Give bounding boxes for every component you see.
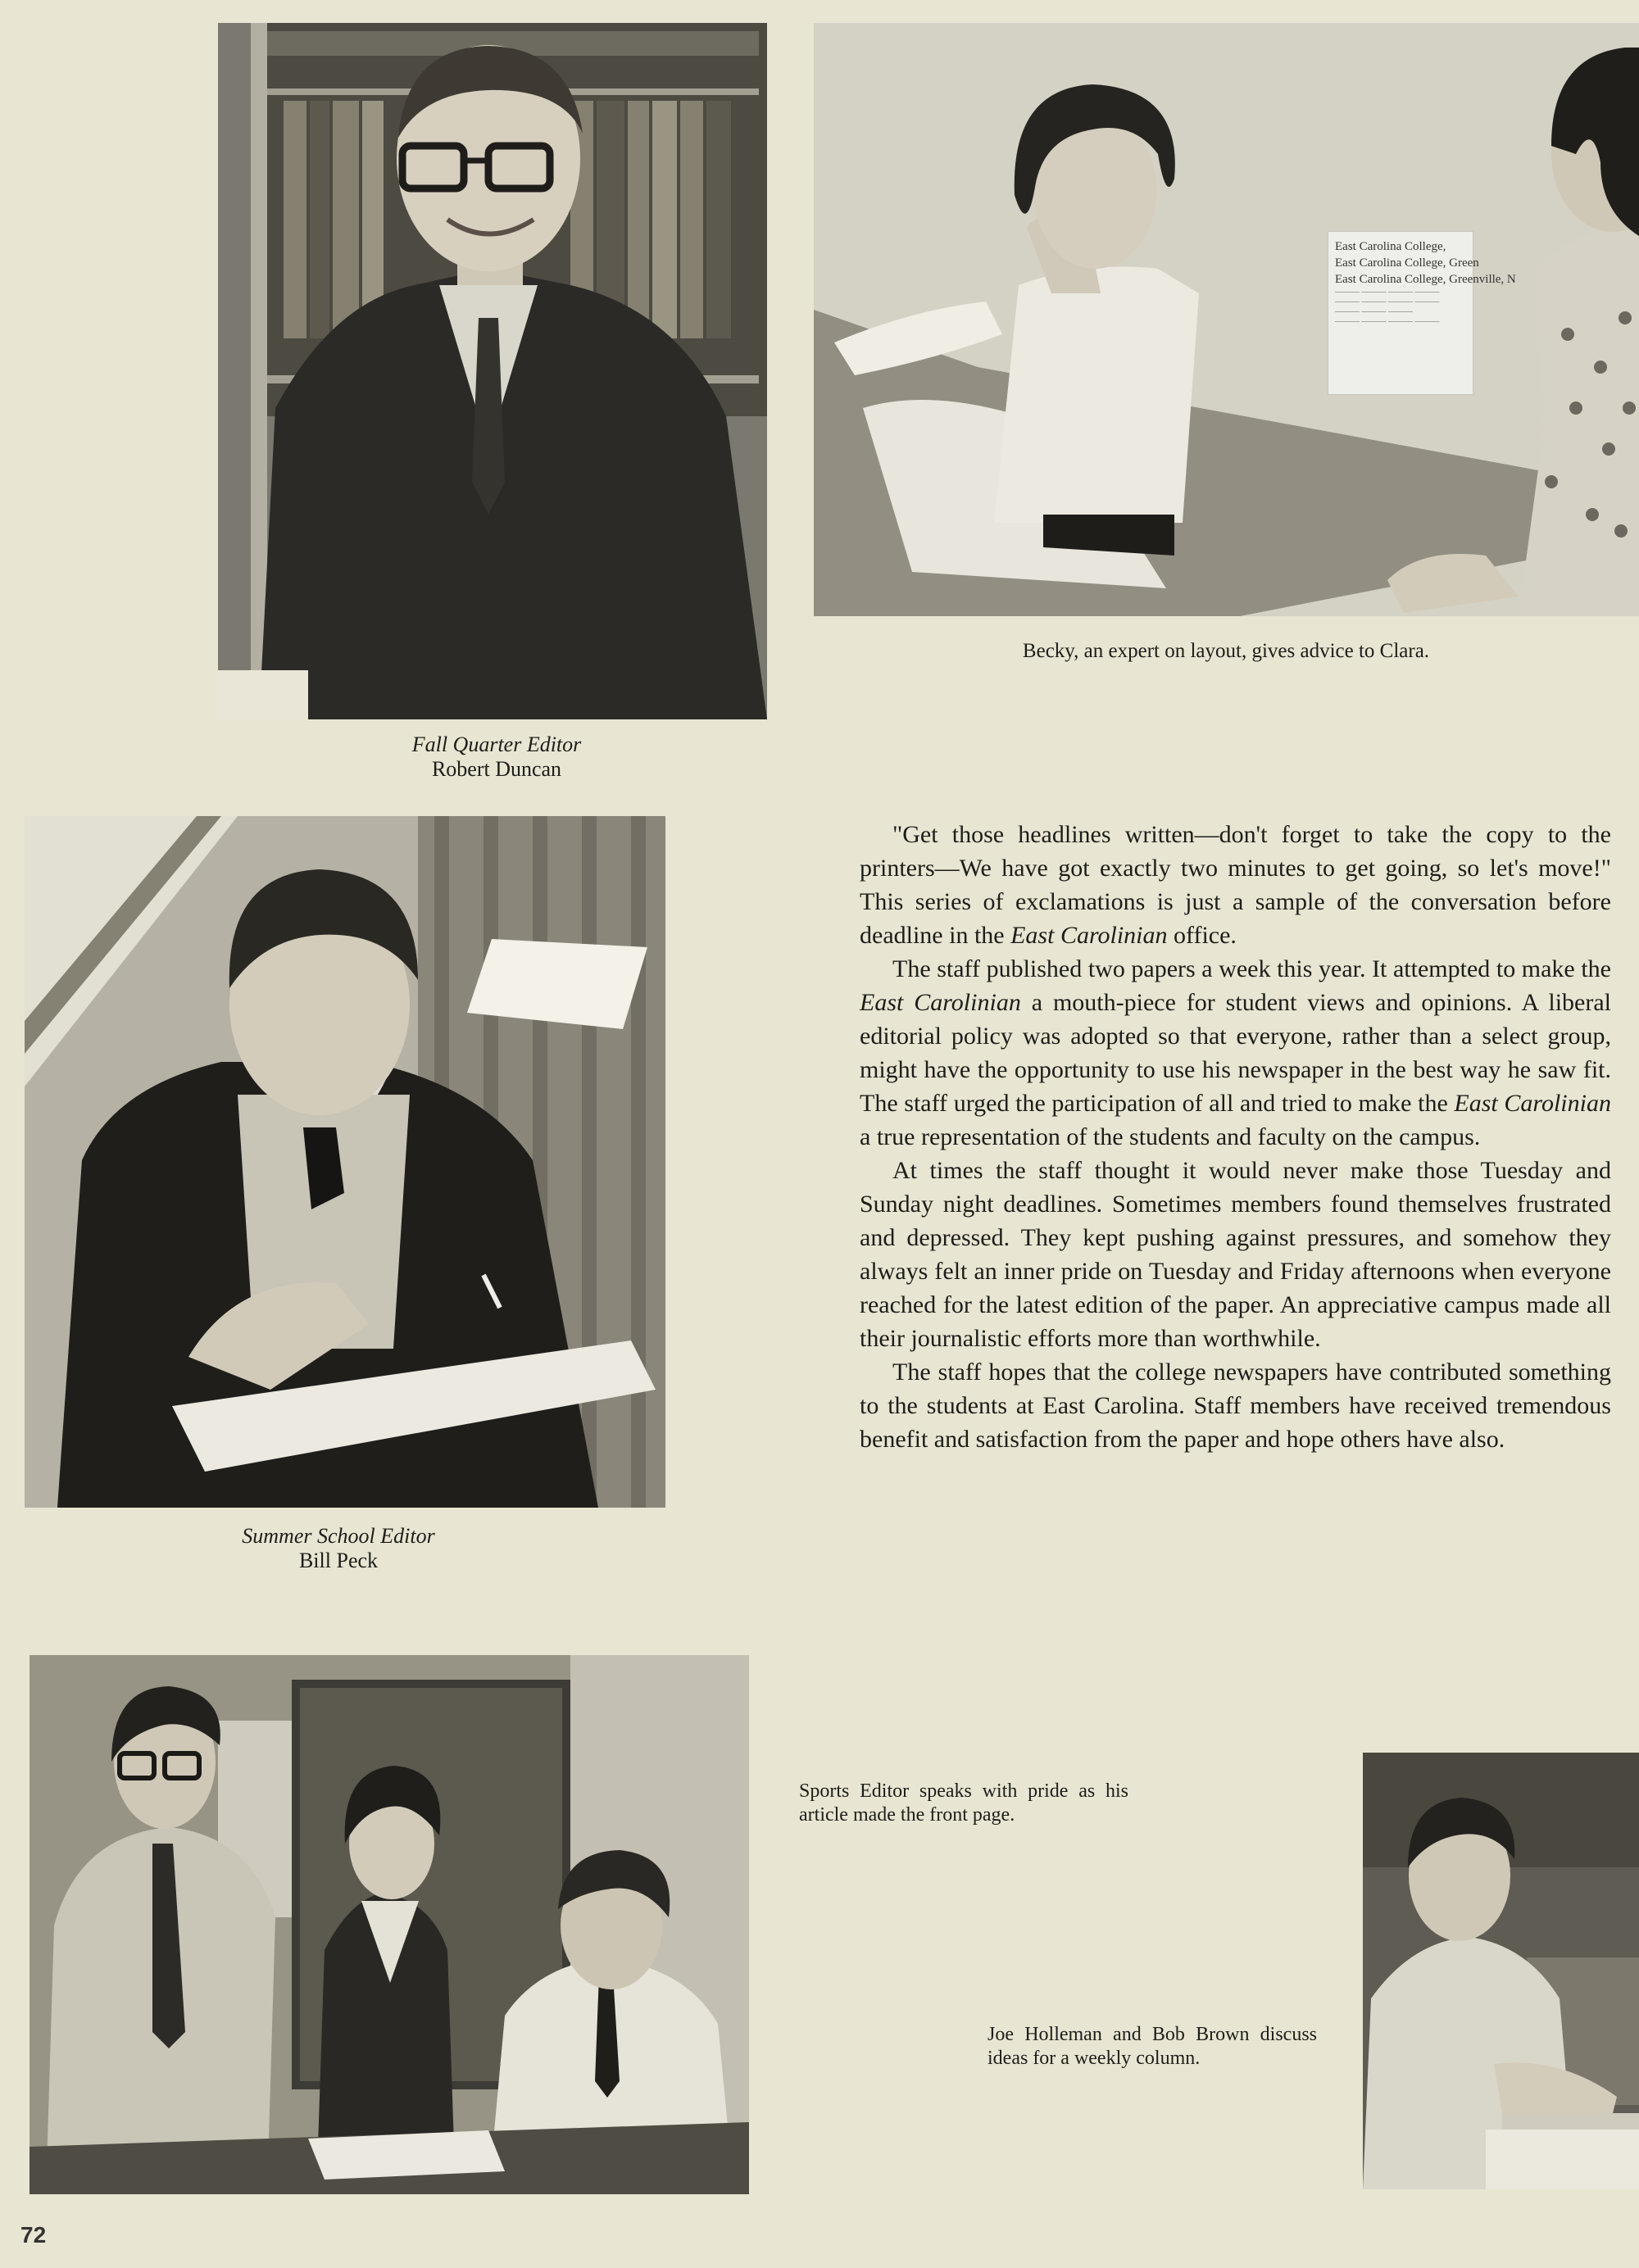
article-body: [860, 818, 1611, 1456]
fall-editor-photo-image: [218, 23, 767, 719]
summer-editor-name: Bill Peck: [298, 1549, 379, 1572]
sports-editor-photo-image: [1363, 1753, 1639, 2189]
fall-editor-name: Robert Duncan: [431, 757, 562, 781]
article-paragraph-2: The staff published two papers a week this year. It attempted to make the East Carolinian a mouth-piece for student views and opinions. A liberal editorial policy was adopted so that everyone, rather than a select group, might have the opportunity to use his newspaper in the best way he saw fit. The staff urged the participation of all and tried to make the East Carolinian a true representation of the students and faculty on the campus.: [860, 955, 1611, 1150]
notice-line-3: East Carolina College, Greenville, N: [1335, 273, 1516, 286]
fall-editor-caption: [300, 733, 693, 782]
notice-filler: ——— ——— ——— ———: [1335, 288, 1440, 297]
staff-group-photo-image: [30, 1655, 749, 2194]
newspaper-masthead-notice: [1328, 231, 1516, 395]
article-paragraph-3: At times the staff thought it would never make those Tuesday and Sunday night deadlines. Sometimes members found themselves frustrated and depressed. They kept pushing against pressures, and somehow they always felt an inner pride on Tuesday and Friday afternoons when everyone reached for the latest edition of the paper. An appreciative campus made all their journalistic efforts more than worthwhile.: [860, 1157, 1611, 1352]
fall-editor-role: Fall Quarter Editor: [411, 733, 582, 756]
summer-editor-photo-image: [25, 816, 665, 1508]
newspaper-title: East Carolinian: [1010, 922, 1168, 949]
layout-advice-photo-image: [814, 23, 1639, 616]
notice-filler: ——— ——— ——— ———: [1335, 317, 1440, 326]
notice-line-1: East Carolina College,: [1335, 240, 1446, 253]
newspaper-title: East Carolinian: [1454, 1090, 1611, 1117]
staff-group-photo: [30, 1655, 749, 2194]
layout-advice-caption: Becky, an expert on layout, gives advice to Clara.: [1022, 640, 1430, 662]
sports-editor-photo: [1363, 1753, 1639, 2189]
holleman-brown-caption: Joe Holleman and Bob Brown discuss ideas for a weekly column.: [987, 2024, 1317, 2069]
notice-filler: ——— ——— ——— ———: [1335, 297, 1440, 306]
fall-editor-photo: [218, 23, 767, 719]
article-paragraph-4: The staff hopes that the college newspapers have contributed something to the students at East Carolina. Staff members have received tremendous benefit and satisfaction from the paper and hope others have also.: [860, 1359, 1611, 1453]
newspaper-title: East Carolinian: [860, 989, 1021, 1016]
summer-editor-caption: [150, 1524, 527, 1573]
summer-editor-photo: [25, 816, 665, 1508]
notice-line-2: East Carolina College, Green: [1335, 256, 1479, 270]
sports-editor-caption: Sports Editor speaks with pride as his article made the front page.: [799, 1780, 1128, 1826]
notice-filler: ——— ——— ———: [1335, 307, 1413, 316]
summer-editor-role: Summer School Editor: [242, 1524, 435, 1548]
page-number: 72: [20, 2222, 47, 2248]
layout-advice-photo: [814, 23, 1639, 616]
article-paragraph-1: "Get those headlines written—don't forget to take the copy to the printers—We have got exactly two minutes to get going, so let's move!" This series of exclamations is just a sample of the conversation before deadline in the East Carolinian office.: [860, 821, 1611, 949]
